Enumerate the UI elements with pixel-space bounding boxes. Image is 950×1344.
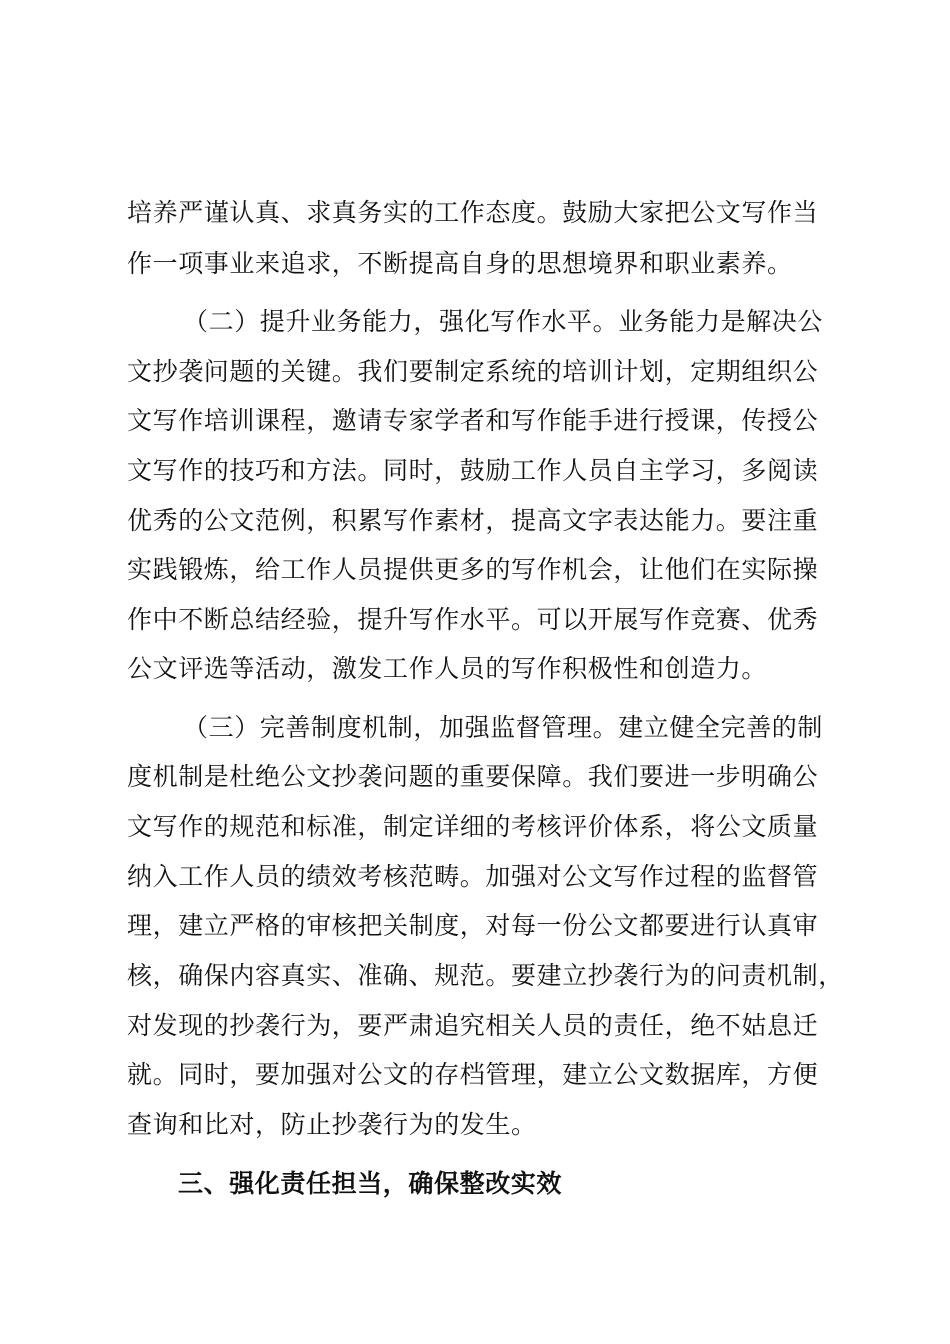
paragraph-2-line-7: 作中不断总结经验，提升写作水平。可以开展写作竞赛、优秀 <box>127 605 819 634</box>
paragraph-2-line-4: 文写作的技巧和方法。同时，鼓励工作人员自主学习，多阅读 <box>127 456 819 485</box>
paragraph-3-line-6: 核，确保内容真实、准确、规范。要建立抄袭行为的问责机制， <box>127 961 844 990</box>
paragraph-2-line-8: 公文评选等活动，激发工作人员的写作积极性和创造力。 <box>127 654 768 683</box>
paragraph-2-line-2: 文抄袭问题的关键。我们要制定系统的培训计划，定期组织公 <box>127 357 819 386</box>
paragraph-2-line-5: 优秀的公文范例，积累写作素材，提高文字表达能力。要注重 <box>127 506 819 535</box>
paragraph-1-line-2: 作一项事业来追求，不断提高自身的思想境界和职业素养。 <box>127 249 793 278</box>
paragraph-2-line-6: 实践锻炼，给工作人员提供更多的写作机会，让他们在实际操 <box>127 555 819 584</box>
section-heading: 三、强化责任担当，确保整改实效 <box>178 1169 563 1198</box>
paragraph-3-line-7: 对发现的抄袭行为，要严肃追究相关人员的责任，绝不姑息迁 <box>127 1011 819 1040</box>
paragraph-3-line-5: 理，建立严格的审核把关制度，对每一份公文都要进行认真审 <box>127 911 819 940</box>
paragraph-3-line-4: 纳入工作人员的绩效考核范畴。加强对公文写作过程的监督管 <box>127 862 819 891</box>
paragraph-2-line-3: 文写作培训课程，邀请专家学者和写作能手进行授课，传授公 <box>127 406 819 435</box>
paragraph-3-line-1: （三）完善制度机制，加强监督管理。建立健全完善的制 <box>183 713 824 742</box>
paragraph-3-line-3: 文写作的规范和标准，制定详细的考核评价体系，将公文质量 <box>127 812 819 841</box>
paragraph-3-line-2: 度机制是杜绝公文抄袭问题的重要保障。我们要进一步明确公 <box>127 762 819 791</box>
paragraph-3-line-9: 查询和比对，防止抄袭行为的发生。 <box>127 1110 537 1139</box>
paragraph-1-line-1: 培养严谨认真、求真务实的工作态度。鼓励大家把公文写作当 <box>127 198 819 227</box>
paragraph-3-line-8: 就。同时，要加强对公文的存档管理，建立公文数据库，方便 <box>127 1060 819 1089</box>
paragraph-2-line-1: （二）提升业务能力，强化写作水平。业务能力是解决公 <box>183 307 824 336</box>
